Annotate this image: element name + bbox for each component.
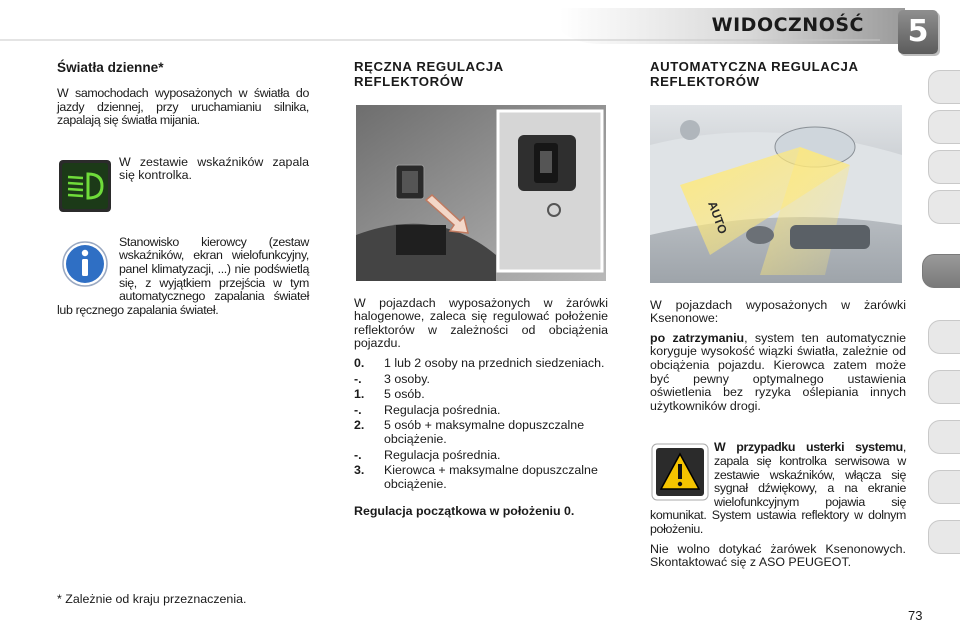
list-key: 2. — [354, 418, 365, 433]
list-item — [354, 419, 608, 446]
chapter-tab-6[interactable] — [928, 320, 960, 354]
dashboard-adjuster-photo — [356, 105, 606, 281]
list-text: 1 lub 2 osoby na przednich siedzeniach. — [384, 355, 605, 370]
country-footnote: * Zależnie od kraju przeznaczenia. — [57, 592, 247, 606]
chapter-title: WIDOCZNOŚĆ — [711, 14, 864, 36]
list-item — [354, 449, 608, 463]
list-item — [354, 388, 608, 402]
xenon-bulb-note: Nie wolno dotykać żarówek Ksenonowych. Skontaktować się z ASO PEUGEOT. — [650, 541, 906, 570]
list-text: 5 osób + maksymalne dopuszczalne obciążenie. — [384, 418, 585, 446]
chapter-tab-3[interactable] — [928, 150, 960, 184]
list-text: 5 osób. — [384, 387, 425, 402]
list-key: -. — [354, 447, 362, 462]
list-key: -. — [354, 371, 362, 386]
initial-setting-note: Regulacja początkowa w położeniu 0. — [354, 504, 575, 519]
chapter-tab-4[interactable] — [928, 190, 960, 224]
chapter-number: 5 — [907, 14, 929, 49]
list-item — [354, 464, 608, 491]
xenon-intro: W pojazdach wyposażonych w żarówki Ksenonowe: — [650, 297, 906, 326]
warning-triangle-icon — [650, 441, 710, 503]
list-text: Regulacja pośrednia. — [384, 447, 501, 462]
list-text: Regulacja pośrednia. — [384, 402, 501, 417]
daytime-lights-intro: W samochodach wyposażonych w światła do jazdy dziennej, przy uruchamianiu silnika, zapalają się światła mijania. — [57, 86, 309, 128]
chapter-tabs — [928, 70, 960, 570]
automatic-adjustment-heading: AUTOMATYCZNA REGULACJA REFLEKTORÓW — [650, 59, 859, 89]
chapter-tab-10[interactable] — [928, 520, 960, 554]
chapter-tab-1[interactable] — [928, 70, 960, 104]
manual-adjustment-column — [354, 60, 608, 519]
info-icon — [57, 236, 113, 292]
list-key: -. — [354, 402, 362, 417]
page-number: 73 — [908, 608, 923, 623]
chapter-tab-7[interactable] — [928, 370, 960, 404]
manual-adjustment-intro: W pojazdach wyposażonych w żarówki halogenowe, zaleca się regulować położenie reflektorów w zależności od obciążenia pojazdu. — [354, 295, 608, 351]
manual-adjustment-heading: RĘCZNA REGULACJA REFLEKTORÓW — [354, 59, 504, 89]
chapter-tab-8[interactable] — [928, 420, 960, 454]
stop-paragraph — [650, 332, 906, 414]
daytime-lights-heading: Światła dzienne* — [57, 60, 164, 75]
warning-text: , zapala się kontrolka serwisowa w zestawie wskaźników, włącza się sygnał dźwiękowy, a na ekranie wielofunkcyjnym pojawia się komunikat. System ustawia reflektory w dolnym położeniu. — [650, 440, 906, 536]
auto-label: AUTO — [705, 199, 730, 236]
daytime-lights-column — [57, 60, 309, 323]
chapter-tab-5[interactable] — [922, 254, 960, 288]
list-key: 0. — [354, 355, 365, 370]
header-band — [0, 0, 960, 50]
headlamp-warning-light-icon — [57, 158, 113, 214]
chapter-tab-9[interactable] — [928, 470, 960, 504]
info-note-text: Stanowisko kierowcy (zestaw wskaźników, ekran wielofunkcyjny, panel klimatyzacji, ...) nie podświetlą się, z wyjątkiem przejścia w tym automatycznego zapalania świateł lub ręcznego zapalania świateł. — [57, 234, 309, 317]
warning-bold: W przypadku usterki systemu — [714, 440, 903, 455]
car-front-photo — [650, 105, 902, 283]
lamp-note-text: W zestawie wskaźników zapala się kontrolka. — [119, 154, 309, 183]
list-item — [354, 404, 608, 418]
stop-text: , system ten automatycznie koryguje wysokość wiązki światła, zależnie od obciążenia pojazdu. Kierowca zatem może być pewny optymalnego ustawienia oświetlenia bez ryzyka oślepiania innych użytkowników drogi. — [650, 330, 906, 413]
chapter-badge — [898, 10, 938, 54]
list-key: 1. — [354, 387, 365, 402]
list-key: 3. — [354, 463, 365, 478]
list-item — [354, 373, 608, 387]
lamp-note-row — [57, 154, 309, 214]
automatic-adjustment-column — [650, 60, 906, 576]
load-position-list — [354, 357, 608, 491]
chapter-tab-2[interactable] — [928, 110, 960, 144]
list-text: Kierowca + maksymalne dopuszczalne obciążenie. — [384, 463, 598, 491]
list-item — [354, 357, 608, 371]
stop-bold: po zatrzymaniu — [650, 330, 745, 345]
list-text: 3 osoby. — [384, 371, 430, 386]
